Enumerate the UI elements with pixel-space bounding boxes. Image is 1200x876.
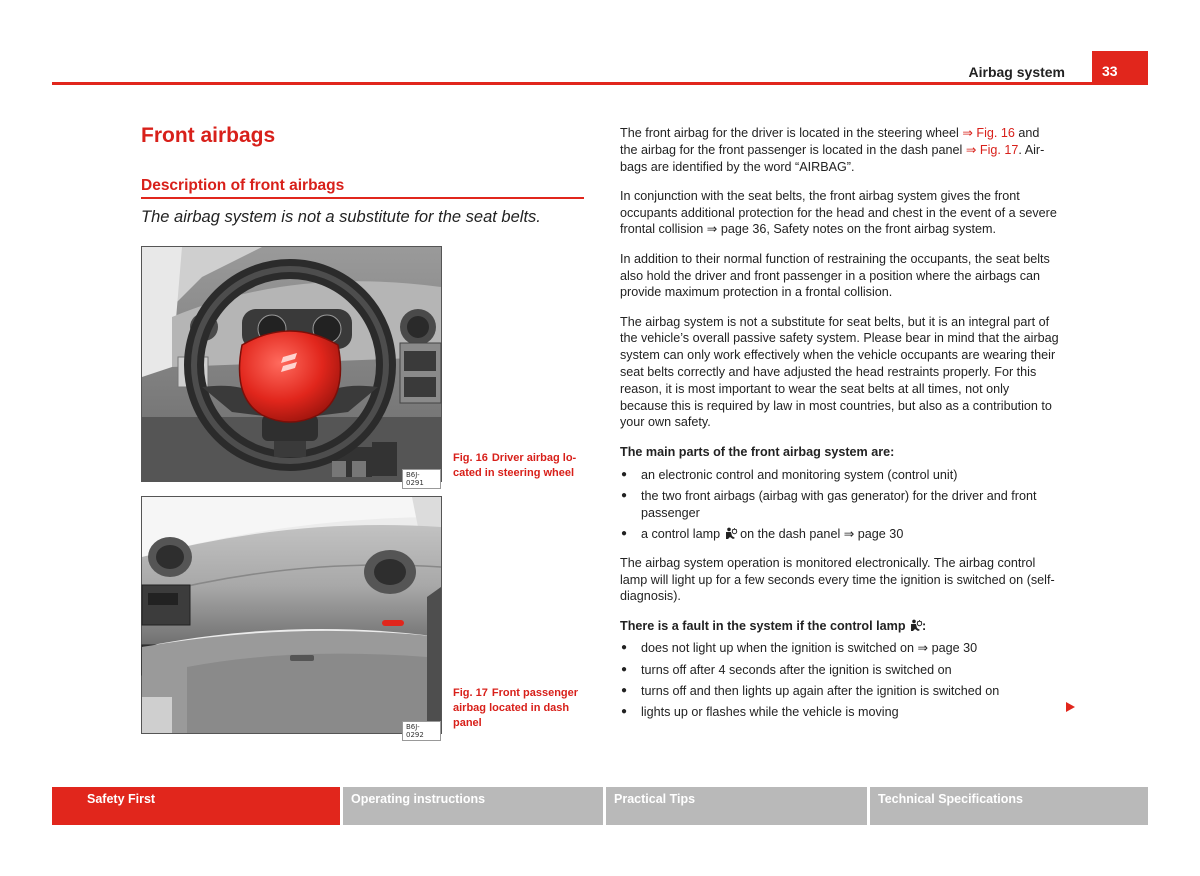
paragraph-restraining: In addition to their normal function of restraining the occupants, the seat belts also hold the driver and front passenger in a position where the airbags can provide maximum protection in a frontal collision. bbox=[620, 251, 1050, 300]
figure-code-label: B6J-0292 bbox=[402, 721, 441, 741]
figure-code-label: B6J-0291 bbox=[402, 469, 441, 489]
body-text-column bbox=[620, 125, 1060, 733]
figure-number: Fig. 17 bbox=[453, 687, 488, 699]
paragraph-monitoring: The airbag system operation is monitored electronically. The airbag control lamp will light up for a few seconds every time the ignition is switched on (self-diagnosis). bbox=[620, 555, 1055, 604]
paragraph-airbag-location bbox=[620, 125, 1060, 175]
list-item: ● the two front airbags (airbag with gas generator) for the driver and front passenger bbox=[620, 488, 1060, 522]
text-run: on the dash panel ⇒ page 30 bbox=[736, 526, 904, 541]
figure-number: Fig. 16 bbox=[453, 452, 488, 464]
page-number: 33 bbox=[1092, 51, 1148, 85]
tab-safety-first[interactable]: Safety First bbox=[52, 787, 340, 825]
subsection-rule bbox=[141, 197, 584, 199]
fault-list bbox=[620, 640, 1060, 721]
caption-line: cated in steering wheel bbox=[453, 467, 575, 479]
text-run: and the airbag for the front passenger is located in the dash panel bbox=[620, 126, 1040, 157]
list-item: ● lights up or flashes while the vehicle is moving bbox=[620, 704, 1060, 721]
text-run: a control lamp bbox=[641, 526, 724, 541]
figure-passenger-airbag bbox=[141, 496, 442, 739]
fault-heading bbox=[620, 618, 1060, 635]
text-run: The front airbag for the driver is located in the steering wheel bbox=[620, 126, 963, 140]
figure-caption-16 bbox=[453, 451, 576, 481]
tab-technical-specifications[interactable]: Technical Specifications bbox=[870, 787, 1148, 825]
caption-line: Driver airbag lo- bbox=[491, 452, 577, 464]
airbag-warning-lamp-icon bbox=[909, 619, 922, 631]
list-item: ● turns off and then lights up again after the ignition is switched on bbox=[620, 683, 1060, 700]
footer-chapter-tabs bbox=[52, 787, 1148, 825]
airbag-warning-lamp-icon bbox=[724, 527, 737, 539]
paragraph-not-substitute: The airbag system is not a substitute for seat belts, but it is an integral part of the vehicle’s overall passive safety system. Please bear in mind that the airbag system can only work effectively when the vehicle occupants are wearing their seat belts correctly and have adjusted the head restraints properly. For this reason, it is most important to wear the seat belts at all times, not only because this is required by law in most countries, but also as a contribution to your own safety. bbox=[620, 314, 1059, 430]
caption-line: panel bbox=[453, 717, 482, 729]
tab-practical-tips[interactable]: Practical Tips bbox=[606, 787, 867, 825]
section-title: Front airbags bbox=[141, 124, 276, 147]
main-parts-heading: The main parts of the front airbag system are: bbox=[620, 444, 895, 459]
main-parts-list bbox=[620, 467, 1060, 543]
dash-panel-illustration bbox=[142, 497, 441, 733]
list-item: ● does not light up when the ignition is switched on ⇒ page 30 bbox=[620, 640, 1060, 657]
figure-driver-airbag bbox=[141, 246, 442, 487]
caption-line: airbag located in dash bbox=[453, 702, 570, 714]
header-rule bbox=[52, 82, 1148, 85]
intro-statement: The airbag system is not a substitute for the seat belts. bbox=[141, 208, 541, 226]
figure-17-link[interactable]: ⇒ Fig. 17 bbox=[965, 142, 1019, 157]
text-run: : bbox=[922, 618, 927, 633]
text-run: . Airbags are identified by the word “AIRBAG”. bbox=[620, 142, 1045, 174]
figure-caption-17 bbox=[453, 686, 578, 731]
tab-operating-instructions[interactable]: Operating instructions bbox=[343, 787, 603, 825]
text-run: There is a fault in the system if the control lamp bbox=[620, 618, 910, 633]
list-item: ● turns off after 4 seconds after the ignition is switched on bbox=[620, 662, 1060, 679]
paragraph-seatbelt-protection: In conjunction with the seat belts, the front airbag system gives the front occupants additional protection for the head and chest in the event of a severe frontal collision ⇒ page 36, Safety notes on the front airbag system. bbox=[620, 188, 1057, 237]
steering-wheel-illustration bbox=[142, 247, 441, 481]
subsection-title: Description of front airbags bbox=[141, 177, 345, 194]
running-header-title: Airbag system bbox=[968, 64, 1065, 80]
figure-16-link[interactable]: ⇒ Fig. 16 bbox=[962, 126, 1015, 140]
caption-line: Front passenger bbox=[491, 687, 579, 699]
list-item bbox=[620, 526, 1060, 543]
list-item: ● an electronic control and monitoring system (control unit) bbox=[620, 467, 1060, 484]
next-page-arrow-icon[interactable] bbox=[1066, 702, 1075, 712]
